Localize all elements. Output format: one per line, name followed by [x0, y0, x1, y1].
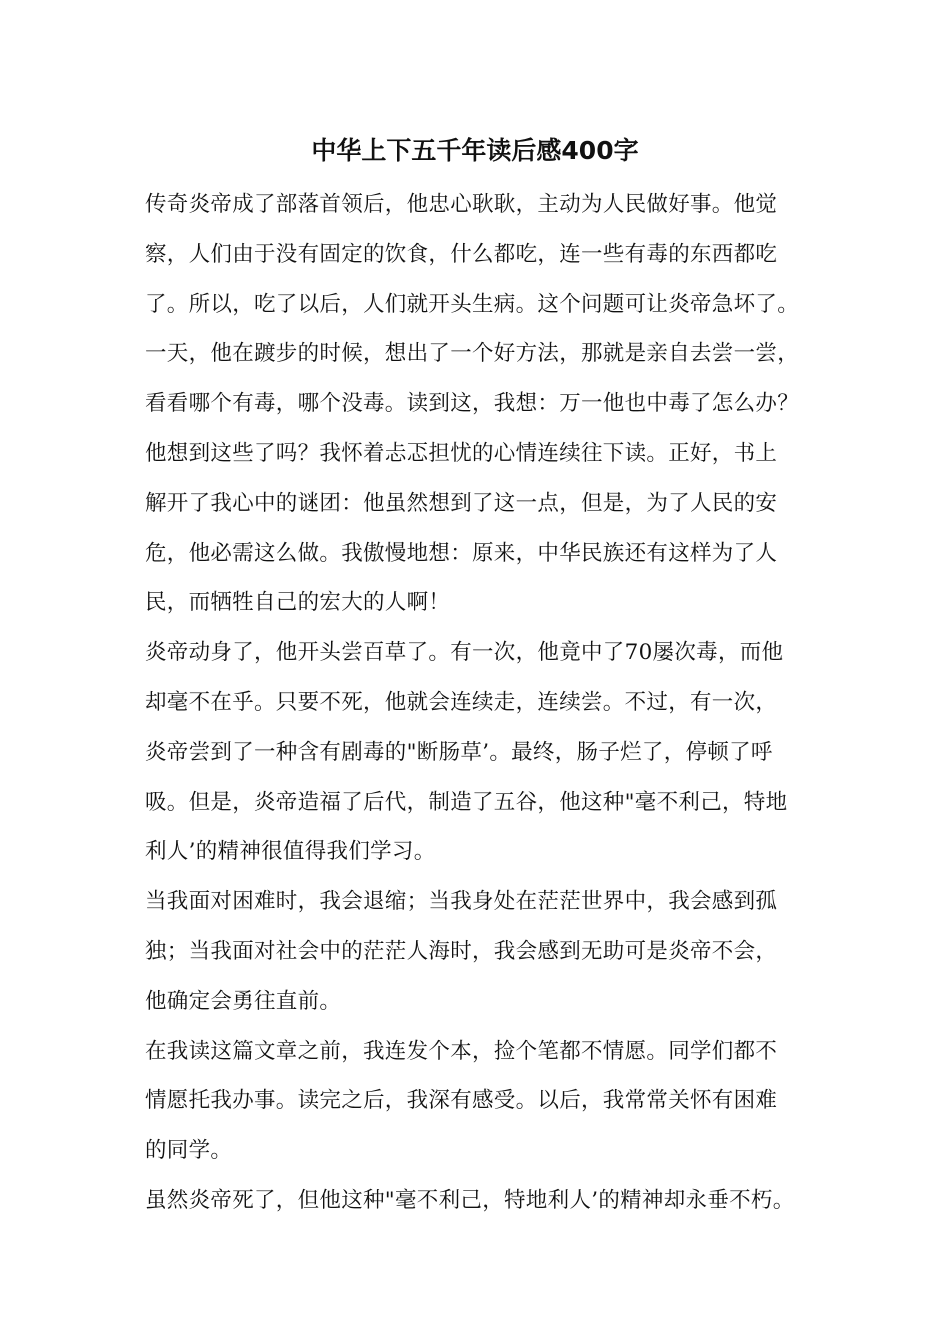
document-body — [145, 180, 835, 1226]
text-line: 他确定会勇往直前。 — [145, 988, 342, 1014]
text-line: 利人’的精神很值得我们学习。 — [145, 839, 436, 865]
text-line: 危，他必需这么做。我傲慢地想：原来，中华民族还有这样为了人 — [145, 540, 778, 566]
text-line: 的同学。 — [145, 1138, 233, 1164]
text-line: 在我读这篇文章之前，我连发个本，捡个笔都不情愿。同学们都不 — [145, 1038, 778, 1064]
text-line: 虽然炎帝死了，但他这种"毫不利己，特地利人’的精神却永垂不朽。 — [145, 1187, 795, 1213]
text-line: 情愿托我办事。读完之后，我深有感受。以后，我常常关怀有困难 — [145, 1088, 778, 1114]
text-line: 他想到这些了吗？我怀着忐忑担忧的心情连续往下读。正好，书上 — [145, 440, 778, 466]
text-line: 独；当我面对社会中的茫茫人海时，我会感到无助可是炎帝不会， — [145, 938, 778, 964]
text-line: 当我面对困难时，我会退缩；当我身处在茫茫世界中，我会感到孤 — [145, 889, 778, 915]
text-line: 一天，他在踱步的时候，想出了一个好方法，那就是亲自去尝一尝， — [145, 341, 800, 367]
document-title: 中华上下五千年读后感400字 — [311, 136, 639, 165]
text-line: 民，而牺牲自己的宏大的人啊！ — [145, 590, 451, 616]
text-line: 看看哪个有毒，哪个没毒。读到这，我想：万一他也中毒了怎么办？ — [145, 391, 800, 417]
text-line: 却毫不在乎。只要不死，他就会连续走，连续尝。不过，有一次， — [145, 689, 778, 715]
text-line: 炎帝尝到了一种含有剧毒的"断肠草’。最终，肠子烂了，停顿了呼 — [145, 739, 773, 765]
text-line: 解开了我心中的谜团：他虽然想到了这一点，但是，为了人民的安 — [145, 490, 778, 516]
text-line: 炎帝动身了，他开头尝百草了。有一次，他竟中了70屡次毒，而他 — [145, 640, 784, 666]
text-line: 了。所以，吃了以后，人们就开头生病。这个问题可让炎帝急坏了。 — [145, 291, 800, 317]
text-line: 吸。但是，炎帝造福了后代，制造了五谷，他这种"毫不利己，特地 — [145, 789, 788, 815]
text-line: 传奇炎帝成了部落首领后，他忠心耿耿，主动为人民做好事。他觉 — [145, 192, 778, 217]
text-line: 察，人们由于没有固定的饮食，什么都吃，连一些有毒的东西都吃 — [145, 241, 778, 267]
